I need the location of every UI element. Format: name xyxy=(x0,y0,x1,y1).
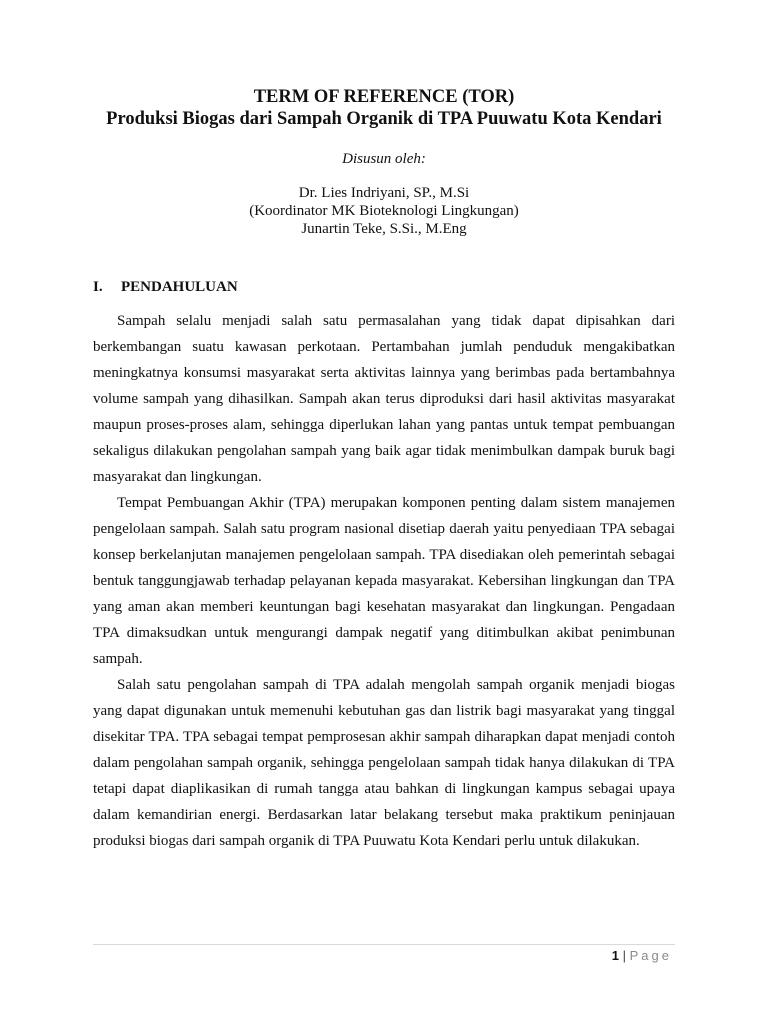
author-role-line: (Koordinator MK Bioteknologi Lingkungan) xyxy=(249,203,519,219)
section-number: I. xyxy=(93,279,103,295)
section-title: PENDAHULUAN xyxy=(121,279,238,295)
paragraph: Salah satu pengolahan sampah di TPA adalah mengolah sampah organik menjadi biogas yang dapat digunakan untuk memenuhi kebutuhan gas dan listrik bagi masyarakat yang tinggal disekitar TPA. TPA sebagai tempat pemprosesan akhir sampah diharapkan dapat menjadi contoh dalam pengolahan sampah organik, sehingga pengelolaan sampah tidak hanya dilakukan di TPA tetapi dapat diaplikasikan di rumah tangga atau bahkan di lingkungan kampus sebagai upaya dalam kemandirian energi. Berdasarkan latar belakang tersebut maka praktikum peninjauan produksi biogas dari sampah organik di TPA Puuwatu Kota Kendari perlu untuk dilakukan. xyxy=(93,677,675,849)
author-block xyxy=(60,184,708,238)
document-subtitle: Produksi Biogas dari Sampah Organik di TPA Puuwatu Kota Kendari xyxy=(106,109,662,129)
paragraph: Sampah selalu menjadi salah satu permasalahan yang tidak dapat dipisahkan dari berkembangan suatu kawasan perkotaan. Pertambahan jumlah penduduk mengakibatkan meningkatnya konsumsi masyarakat serta aktivitas lainnya yang berimbas pada bertambahnya volume sampah yang dihasilkan. Sampah akan terus diproduksi dari hasil aktivitas masyarakat maupun proses-proses alam, sehingga diperlukan lahan yang pantas untuk tempat pembuangan sekaligus dilakukan pengolahan sampah yang baik agar tidak menimbulkan dampak buruk bagi masyarakat dan lingkungan. xyxy=(93,313,675,485)
page-label: Page xyxy=(629,948,672,963)
page-number: 1 xyxy=(611,948,619,963)
footer-divider xyxy=(93,944,675,945)
section-body xyxy=(93,308,675,854)
byline: Disusun oleh: xyxy=(342,151,426,167)
title-block xyxy=(60,86,708,238)
section-heading xyxy=(93,278,238,296)
paragraph: Tempat Pembuangan Akhir (TPA) merupakan komponen penting dalam sistem manajemen pengelolaan sampah. Salah satu program nasional disetiap daerah yaitu penyediaan TPA sebagai konsep berkelanjutan manajemen pengelolaan sampah. TPA disediakan oleh pemerintah sebagai bentuk tanggungjawab terhadap pelayanan kepada masyarakat. Kebersihan lingkungan dan TPA yang aman akan memberi keuntungan bagi kesehatan masyarakat dan lingkungan. Pengadaan TPA dimaksudkan untuk mengurangi dampak negatif yang ditimbulkan akibat penimbunan sampah. xyxy=(93,495,675,667)
page-footer xyxy=(612,947,672,965)
author-line: Dr. Lies Indriyani, SP., M.Si xyxy=(298,185,470,201)
author-line: Junartin Teke, S.Si., M.Eng xyxy=(301,221,467,237)
document-title: TERM OF REFERENCE (TOR) xyxy=(253,87,515,107)
footer-separator: | xyxy=(622,948,626,963)
